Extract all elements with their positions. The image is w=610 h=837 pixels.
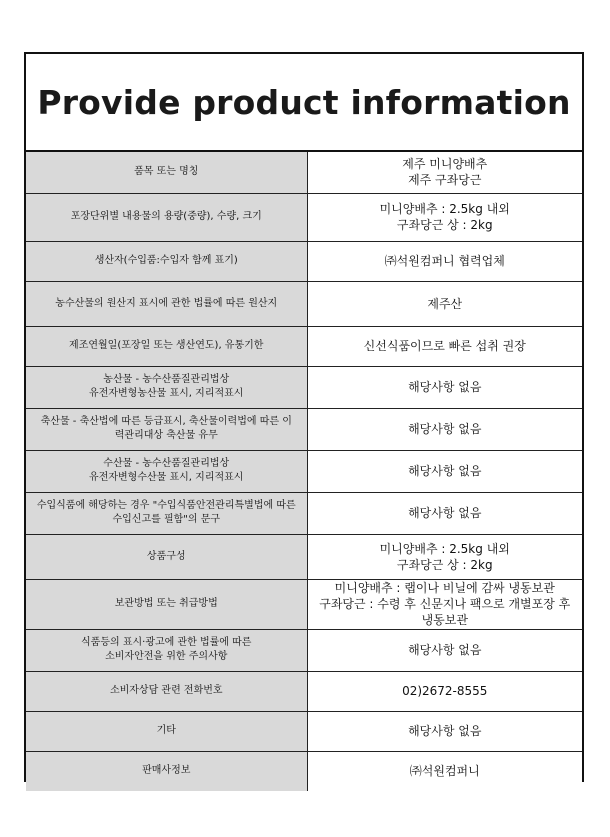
row-label-line: 보관방법 또는 취급방법 [114, 598, 218, 609]
row-value-line: 구좌당근 상 : 2kg [396, 218, 493, 232]
row-value-line: 신선식품이므로 빠른 섭취 권장 [363, 339, 526, 353]
row-value [307, 366, 582, 408]
row-label-line: 농산물 - 농수산품질관리법상 [103, 374, 230, 385]
row-label [26, 492, 307, 534]
row-value [307, 711, 582, 751]
table-row [26, 193, 582, 241]
row-label-line: 품목 또는 명칭 [134, 166, 199, 178]
row-value-line: 제주 미니양배추 [402, 157, 488, 172]
row-label-line: 기타 [156, 725, 176, 736]
row-label-line: 포장단위별 내용물의 용량(중량), 수량, 크기 [70, 211, 262, 222]
row-label-line: 소비자상담 관련 전화번호 [109, 685, 223, 696]
table-row [26, 241, 582, 281]
row-value-line: 미니양배추 : 2.5kg 내외 [379, 202, 510, 216]
row-label-line: 소비자안전을 위한 주의사항 [105, 651, 228, 662]
product-info-table-body [26, 152, 582, 791]
row-value [307, 629, 582, 671]
row-label [26, 326, 307, 366]
table-row [26, 711, 582, 751]
row-label [26, 450, 307, 492]
table-row [26, 281, 582, 326]
row-label [26, 671, 307, 711]
table-row [26, 534, 582, 579]
row-value-line: 해당사항 없음 [408, 464, 482, 478]
row-value-line: ㈜석원컴퍼니 협력업체 [384, 254, 505, 268]
row-label [26, 629, 307, 671]
page-title: Provide product information [37, 82, 571, 122]
row-value-line: 구좌당근 상 : 2kg [396, 557, 493, 572]
row-value-line: 미니양배추 : 2.5kg 내외 [379, 541, 510, 556]
row-label [26, 281, 307, 326]
row-label-line: 수입신고를 필함"의 문구 [112, 514, 221, 525]
row-value-line: ㈜석원컴퍼니 [409, 764, 480, 779]
row-label-line: 유전자변형농산물 표시, 지리적표시 [89, 388, 244, 399]
row-label-line: 력관리대상 축산물 유무 [114, 430, 218, 441]
row-value-line: 미니양배추 : 랩이나 비닐에 감싸 냉동보관 [334, 581, 555, 595]
row-value [307, 579, 582, 629]
row-value-line: 제주산 [427, 296, 463, 311]
table-row [26, 326, 582, 366]
table-row [26, 450, 582, 492]
table-row [26, 152, 582, 193]
row-label-line: 식품등의 표시·광고에 관한 법률에 따른 [81, 637, 252, 648]
row-label-line: 생산자(수입품:수입자 함께 표기) [94, 255, 238, 266]
row-value-line: 해당사항 없음 [408, 422, 482, 436]
row-label [26, 534, 307, 579]
row-value [307, 326, 582, 366]
row-label-line: 축산물 - 축산법에 따른 등급표시, 축산물이력법에 따른 이 [40, 416, 292, 427]
row-label [26, 152, 307, 193]
row-label [26, 193, 307, 241]
row-value-line: 02)2672-8555 [402, 684, 488, 698]
product-info-document [24, 52, 584, 782]
row-value [307, 193, 582, 241]
row-label-line: 수산물 - 농수산품질관리법상 [103, 458, 230, 469]
row-label-line: 유전자변형수산물 표시, 지리적표시 [89, 472, 244, 483]
row-value-line: 해당사항 없음 [408, 380, 482, 394]
table-row [26, 408, 582, 450]
row-value-line: 해당사항 없음 [408, 643, 482, 657]
row-label-line: 판매사정보 [142, 765, 191, 777]
title-box [26, 54, 582, 152]
row-label-line: 제조연월일(포장일 또는 생산연도), 유통기한 [69, 340, 264, 351]
table-row [26, 751, 582, 791]
row-label [26, 241, 307, 281]
row-label [26, 711, 307, 751]
row-value-line: 냉동보관 [421, 613, 468, 627]
row-label [26, 751, 307, 791]
row-value [307, 534, 582, 579]
table-row [26, 671, 582, 711]
table-row [26, 579, 582, 629]
table-row [26, 366, 582, 408]
table-row [26, 629, 582, 671]
row-value [307, 751, 582, 791]
row-label-line: 수입식품에 해당하는 경우 "수입식품안전관리특별법에 따른 [36, 500, 296, 511]
row-label-line: 상품구성 [146, 550, 186, 562]
row-value [307, 450, 582, 492]
row-value [307, 152, 582, 193]
row-value [307, 241, 582, 281]
row-value [307, 492, 582, 534]
row-label-line: 농수산물의 원산지 표시에 관한 법률에 따른 원산지 [55, 297, 278, 309]
table-row [26, 492, 582, 534]
row-value-line: 제주 구좌당근 [408, 173, 482, 188]
row-label [26, 408, 307, 450]
row-value-line: 해당사항 없음 [408, 506, 482, 520]
row-value-line: 해당사항 없음 [408, 724, 482, 738]
row-label [26, 366, 307, 408]
row-value [307, 671, 582, 711]
product-info-table [26, 152, 582, 791]
row-value [307, 408, 582, 450]
row-value-line: 구좌당근 : 수령 후 신문지나 팩으로 개별포장 후 [319, 597, 571, 611]
row-value [307, 281, 582, 326]
row-label [26, 579, 307, 629]
